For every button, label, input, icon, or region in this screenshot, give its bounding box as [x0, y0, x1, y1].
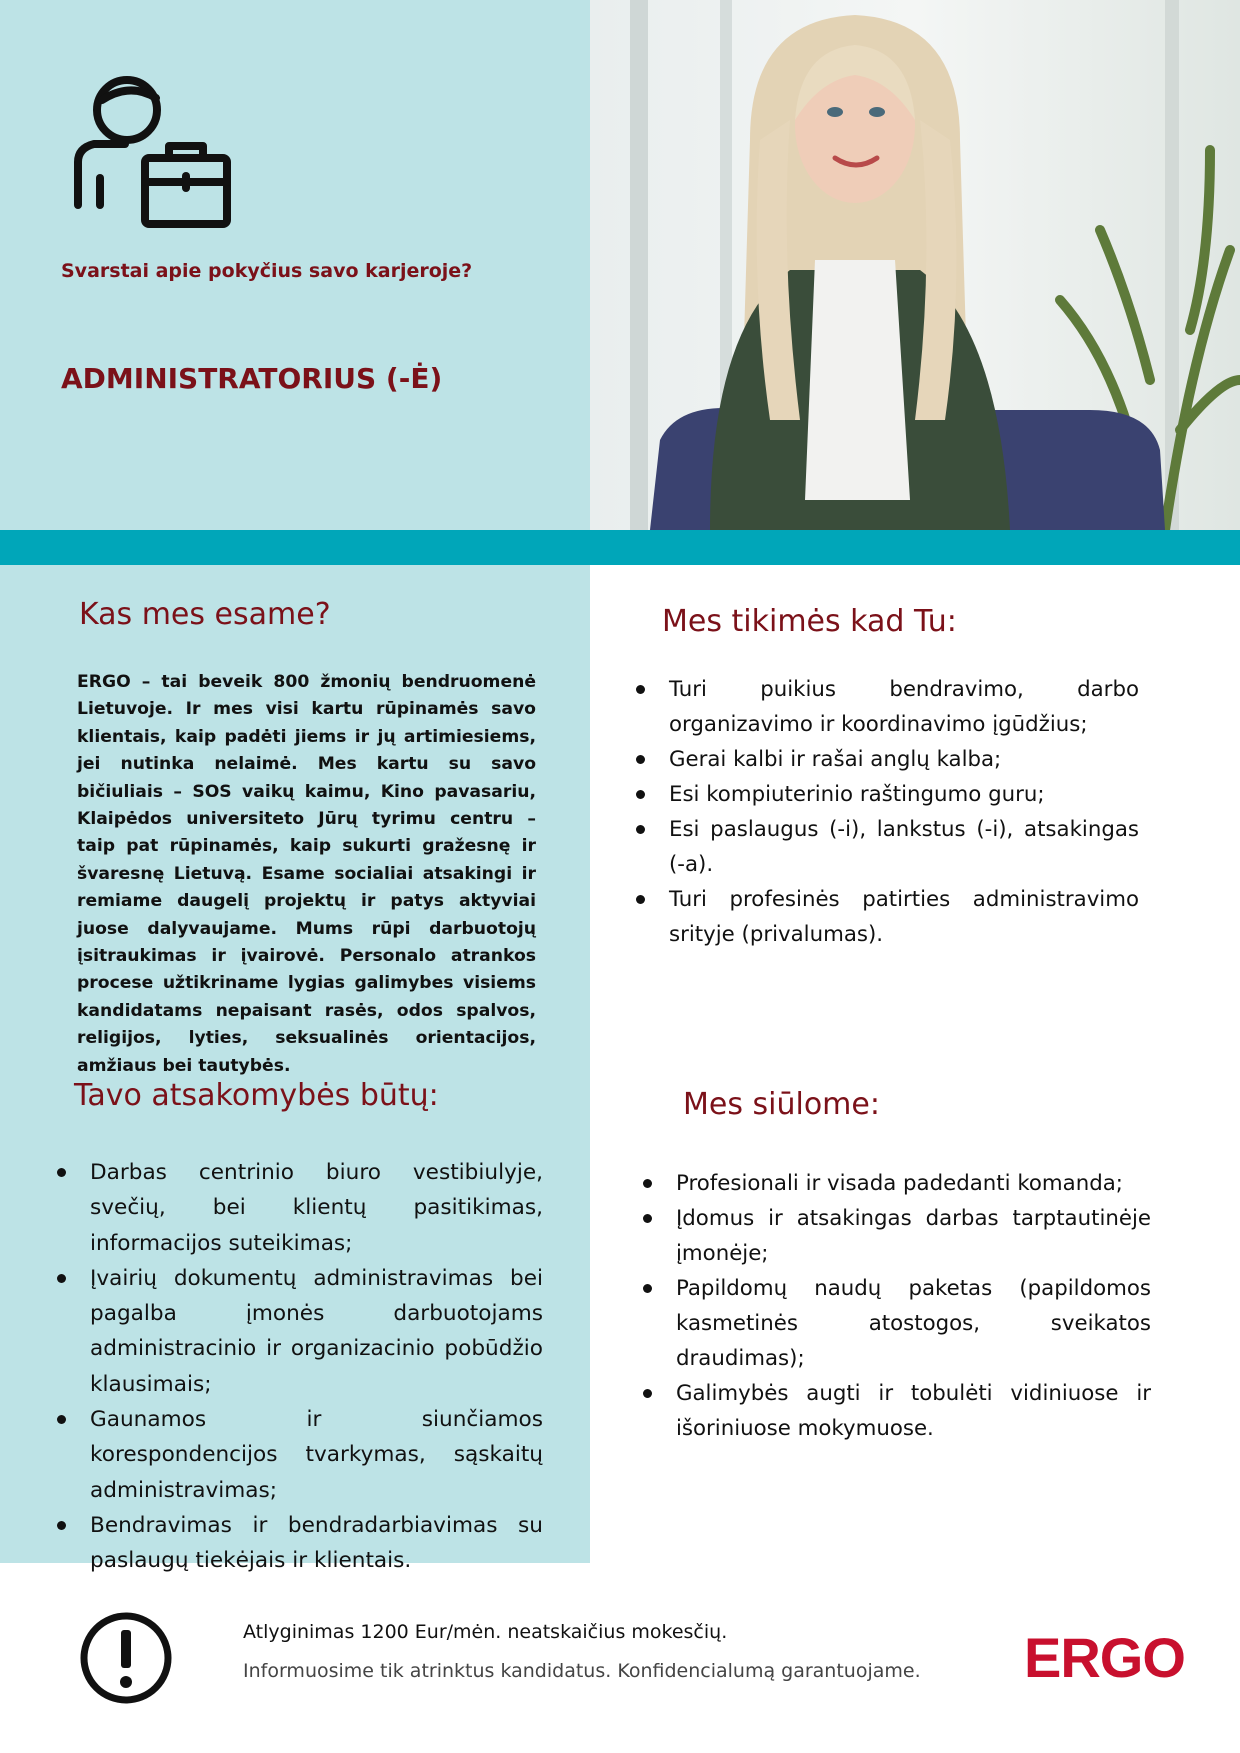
header-question: Svarstai apie pokyčius savo karjeroje?: [61, 260, 473, 282]
list-item: Įdomus ir atsakingas darbas tarptautinėje įmonėje;: [639, 1201, 1151, 1271]
list-item: Esi kompiuterinio raštingumo guru;: [632, 777, 1139, 812]
list-item: Įvairių dokumentų administravimas bei pagalba įmonės darbuotojams administracinio ir organizacinio pobūdžio klausimais;: [53, 1261, 543, 1402]
list-item: Galimybės augti ir tobulėti vidiniuose ir išoriniuose mokymuose.: [639, 1376, 1151, 1446]
list-item: Darbas centrinio biuro vestibiulyje, svečių, bei klientų pasitikimas, informacijos suteikimas;: [53, 1155, 543, 1261]
offer-heading: Mes siūlome:: [683, 1087, 880, 1122]
about-heading: Kas mes esame?: [79, 597, 331, 632]
list-item: Bendravimas ir bendradarbiavimas su paslaugų tiekėjais ir klientais.: [53, 1508, 543, 1579]
duties-heading: Tavo atsakomybės būtų:: [74, 1078, 439, 1113]
list-item: Papildomų naudų paketas (papildomos kasmetinės atostogos, sveikatos draudimas);: [639, 1271, 1151, 1376]
job-title: ADMINISTRATORIUS (-Ė): [61, 362, 443, 395]
ergo-logo: ERGO: [1024, 1626, 1185, 1689]
person-briefcase-icon: [70, 70, 235, 230]
list-item: Gerai kalbi ir rašai anglų kalba;: [632, 742, 1139, 777]
confidential-note: Informuosime tik atrinktus kandidatus. Konfidencialumą garantuojame.: [243, 1660, 921, 1682]
list-item: Profesionali ir visada padedanti komanda;: [639, 1166, 1151, 1201]
offer-list: [639, 1166, 1151, 1446]
about-text: ERGO – tai beveik 800 žmonių bendruomenė Lietuvoje. Ir mes visi kartu rūpinamės savo klientais, kaip padėti jiems ir jų artimiesiems, jei nutinka nelaimė. Mes kartu su savo bičiuliais – SOS vaikų kaimu, Kino pavasariu, Klaipėdos universiteto Jūrų tyrimu centru – taip pat rūpinamės, kaip sukurti gražesnę ir švaresnę Lietuvą. Esame socialiai atsakingi ir remiame daugelį projektų ir patys aktyviai juose dalyvaujame. Mums rūpi darbuotojų įsitraukimas ir įvairovė. Personalo atrankos procese užtikriname lygias galimybes visiems kandidatams nepaisant rasės, odos spalvos, religijos, lyties, seksualinės orientacijos, amžiaus bei tautybės.: [77, 672, 536, 1076]
exclamation-circle-icon: [78, 1610, 174, 1706]
hero-photo: [590, 0, 1240, 530]
expect-heading: Mes tikimės kad Tu:: [662, 604, 957, 639]
list-item: Turi profesinės patirties administravimo srityje (privalumas).: [632, 882, 1139, 952]
expect-list: [632, 672, 1139, 952]
duties-list: [53, 1155, 543, 1579]
list-item: Turi puikius bendravimo, darbo organizavimo ir koordinavimo įgūdžius;: [632, 672, 1139, 742]
divider-band: [0, 530, 1240, 565]
salary-text: Atlyginimas 1200 Eur/mėn. neatskaičius mokesčių.: [243, 1621, 728, 1643]
list-item: Gaunamos ir siunčiamos korespondencijos tvarkymas, sąskaitų administravimas;: [53, 1402, 543, 1508]
list-item: Esi paslaugus (-i), lankstus (-i), atsakingas (-a).: [632, 812, 1139, 882]
